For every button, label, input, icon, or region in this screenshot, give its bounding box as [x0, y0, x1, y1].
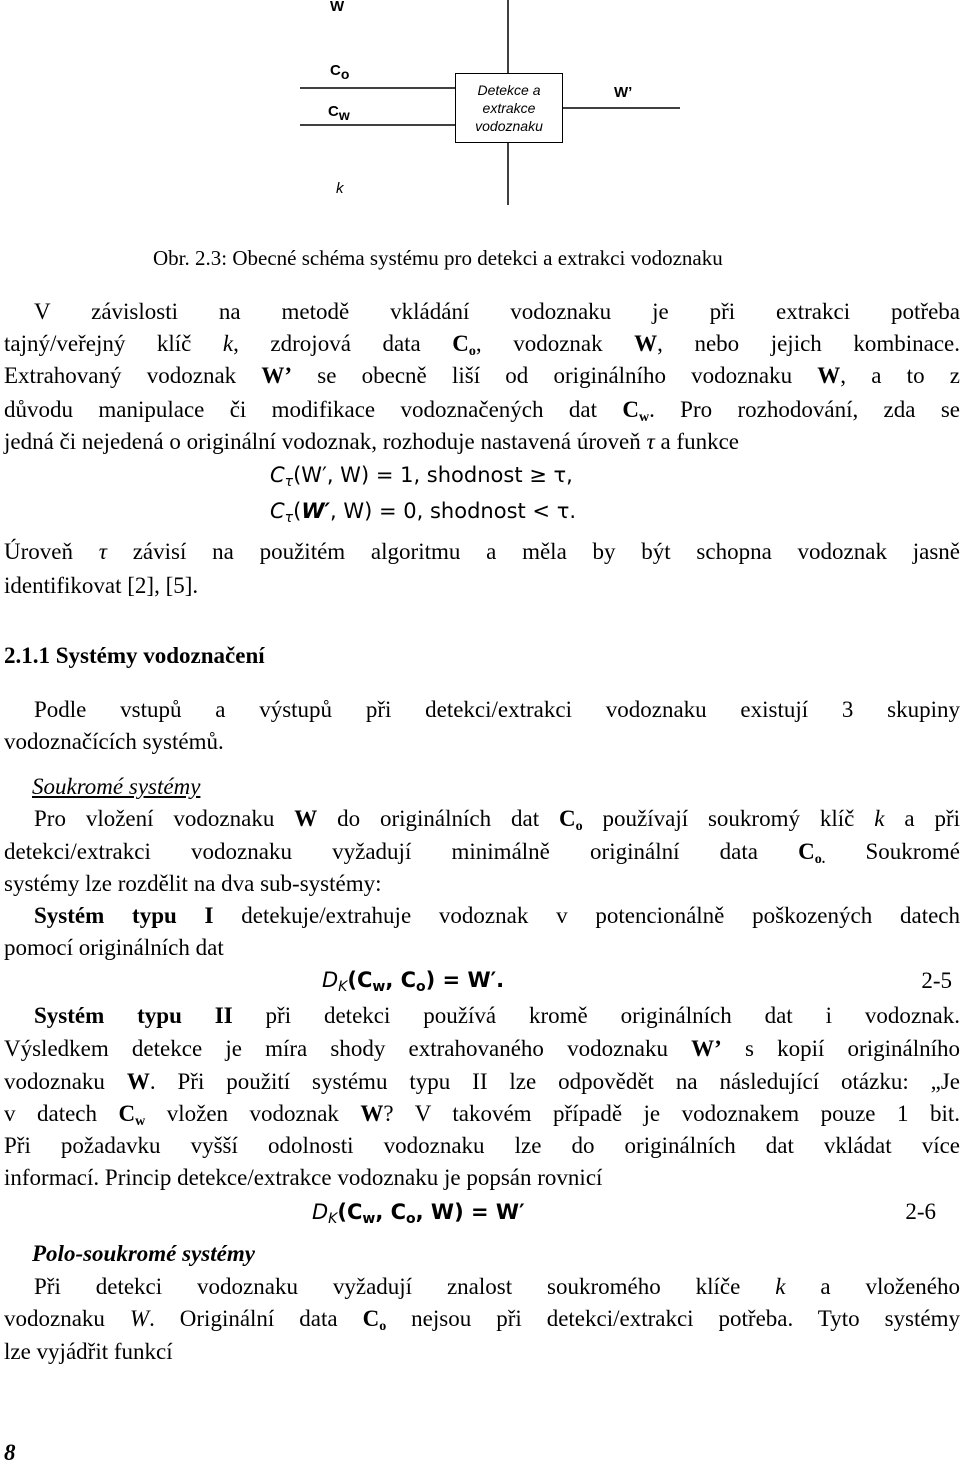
para3-line1: Podle vstupů a výstupů při detekci/extrakci vodoznaku existují 3 skupiny — [34, 697, 960, 722]
para2-line1: Úroveň τ závisí na použitém algoritmu a měla by být schopna vodoznak jasně — [4, 539, 960, 564]
para1-line2: tajný/veřejný klíč k, zdrojová data $C_o$, vodoznak W, nebo jejich kombinace. — [4, 331, 960, 359]
para2-line2: identifikovat [2], [5]. — [4, 573, 199, 598]
para1-line4: důvodu manipulace či modifikace vodoznačených dat $C_w$. Pro rozhodování, zda se — [4, 397, 960, 425]
equation-1: $C_\tau(W'$, W) = 1, shodnost ≥ τ, — [270, 463, 573, 490]
equation-2-6: $D_K(C_w$, $C_o$, W) = W′ — [312, 1200, 525, 1227]
page-number: 8 — [4, 1440, 16, 1465]
semi-private-heading: Polo-soukromé systémy — [32, 1241, 255, 1266]
private-heading: Soukromé systémy — [32, 774, 201, 799]
type2-line3: vodoznaku W. Při použití systému typu II lze odpovědět na následující otázku: „Je — [4, 1069, 960, 1094]
private-line2: detekci/extrakci vodoznaku vyžadují minimálně originální data $C_{o.}$ Soukromé — [4, 839, 960, 867]
equation-number-2-5: 2-5 — [921, 968, 952, 993]
detection-box: Detekce a extrakce vodoznaku — [455, 73, 563, 143]
equation-2: $C_\tau(W'$, W) = 0, shodnost < τ. — [270, 499, 577, 526]
private-line1: Pro vložení vodoznaku W do originálních dat $C_o$ používají soukromý klíč k a při — [34, 806, 960, 834]
figure-caption: Obr. 2.3: Obecné schéma systému pro detekci a extrakci vodoznaku — [153, 246, 723, 270]
type2-line4: v datech $C_w$ vložen vodoznak W? V takovém případě je vodoznakem pouze 1 bit. — [4, 1101, 960, 1129]
semi-line3: lze vyjádřit funkcí — [4, 1339, 173, 1364]
diagram-input-w: W — [330, 0, 345, 15]
type2-line6: informací. Princip detekce/extrakce vodoznaku je popsán rovnicí — [4, 1165, 603, 1190]
para1-line3: Extrahovaný vodoznak W’ se obecně liší od originálního vodoznaku W, a to z — [4, 363, 960, 388]
diagram-output: W’ — [614, 84, 633, 101]
type1-line2: pomocí originálních dat — [4, 935, 224, 960]
para3-line2: vodoznačících systémů. — [4, 729, 224, 754]
type2-line2: Výsledkem detekce je míra shody extrahovaného vodoznaku W’ s kopií originálního — [4, 1036, 960, 1061]
diagram-input-k: k — [336, 180, 344, 197]
type2-line5: Při požadavku vyšší odolnosti vodoznaku lze do originálních dat vkládat více — [4, 1133, 960, 1158]
diagram-input-co: $C_o$ — [330, 62, 350, 82]
section-heading: 2.1.1 Systémy vodoznačení — [4, 643, 265, 668]
semi-line1: Při detekci vodoznaku vyžadují znalost soukromého klíče k a vloženého — [34, 1274, 960, 1299]
private-line3: systémy lze rozdělit na dva sub-systémy: — [4, 871, 382, 896]
equation-number-2-6: 2-6 — [905, 1199, 936, 1224]
type2-line1: Systém typu II při detekci používá kromě originálních dat i vodoznak. — [34, 1003, 960, 1028]
semi-line2: vodoznaku W. Originální data $C_o$ nejsou při detekci/extrakci potřeba. Tyto systémy — [4, 1306, 960, 1334]
type1-line1: Systém typu I detekuje/extrahuje vodoznak v potencionálně poškozených datech — [34, 903, 960, 928]
para1-line5: jedná či nejedená o originální vodoznak, rozhoduje nastavená úroveň τ a funkce — [4, 429, 740, 454]
equation-2-5: $D_K(C_w$, $C_o) = W'$. — [322, 968, 505, 995]
diagram-input-cw: $C_w$ — [328, 103, 350, 123]
para1-line1: V závislosti na metodě vkládání vodoznaku je při extrakci potřeba — [34, 299, 960, 324]
